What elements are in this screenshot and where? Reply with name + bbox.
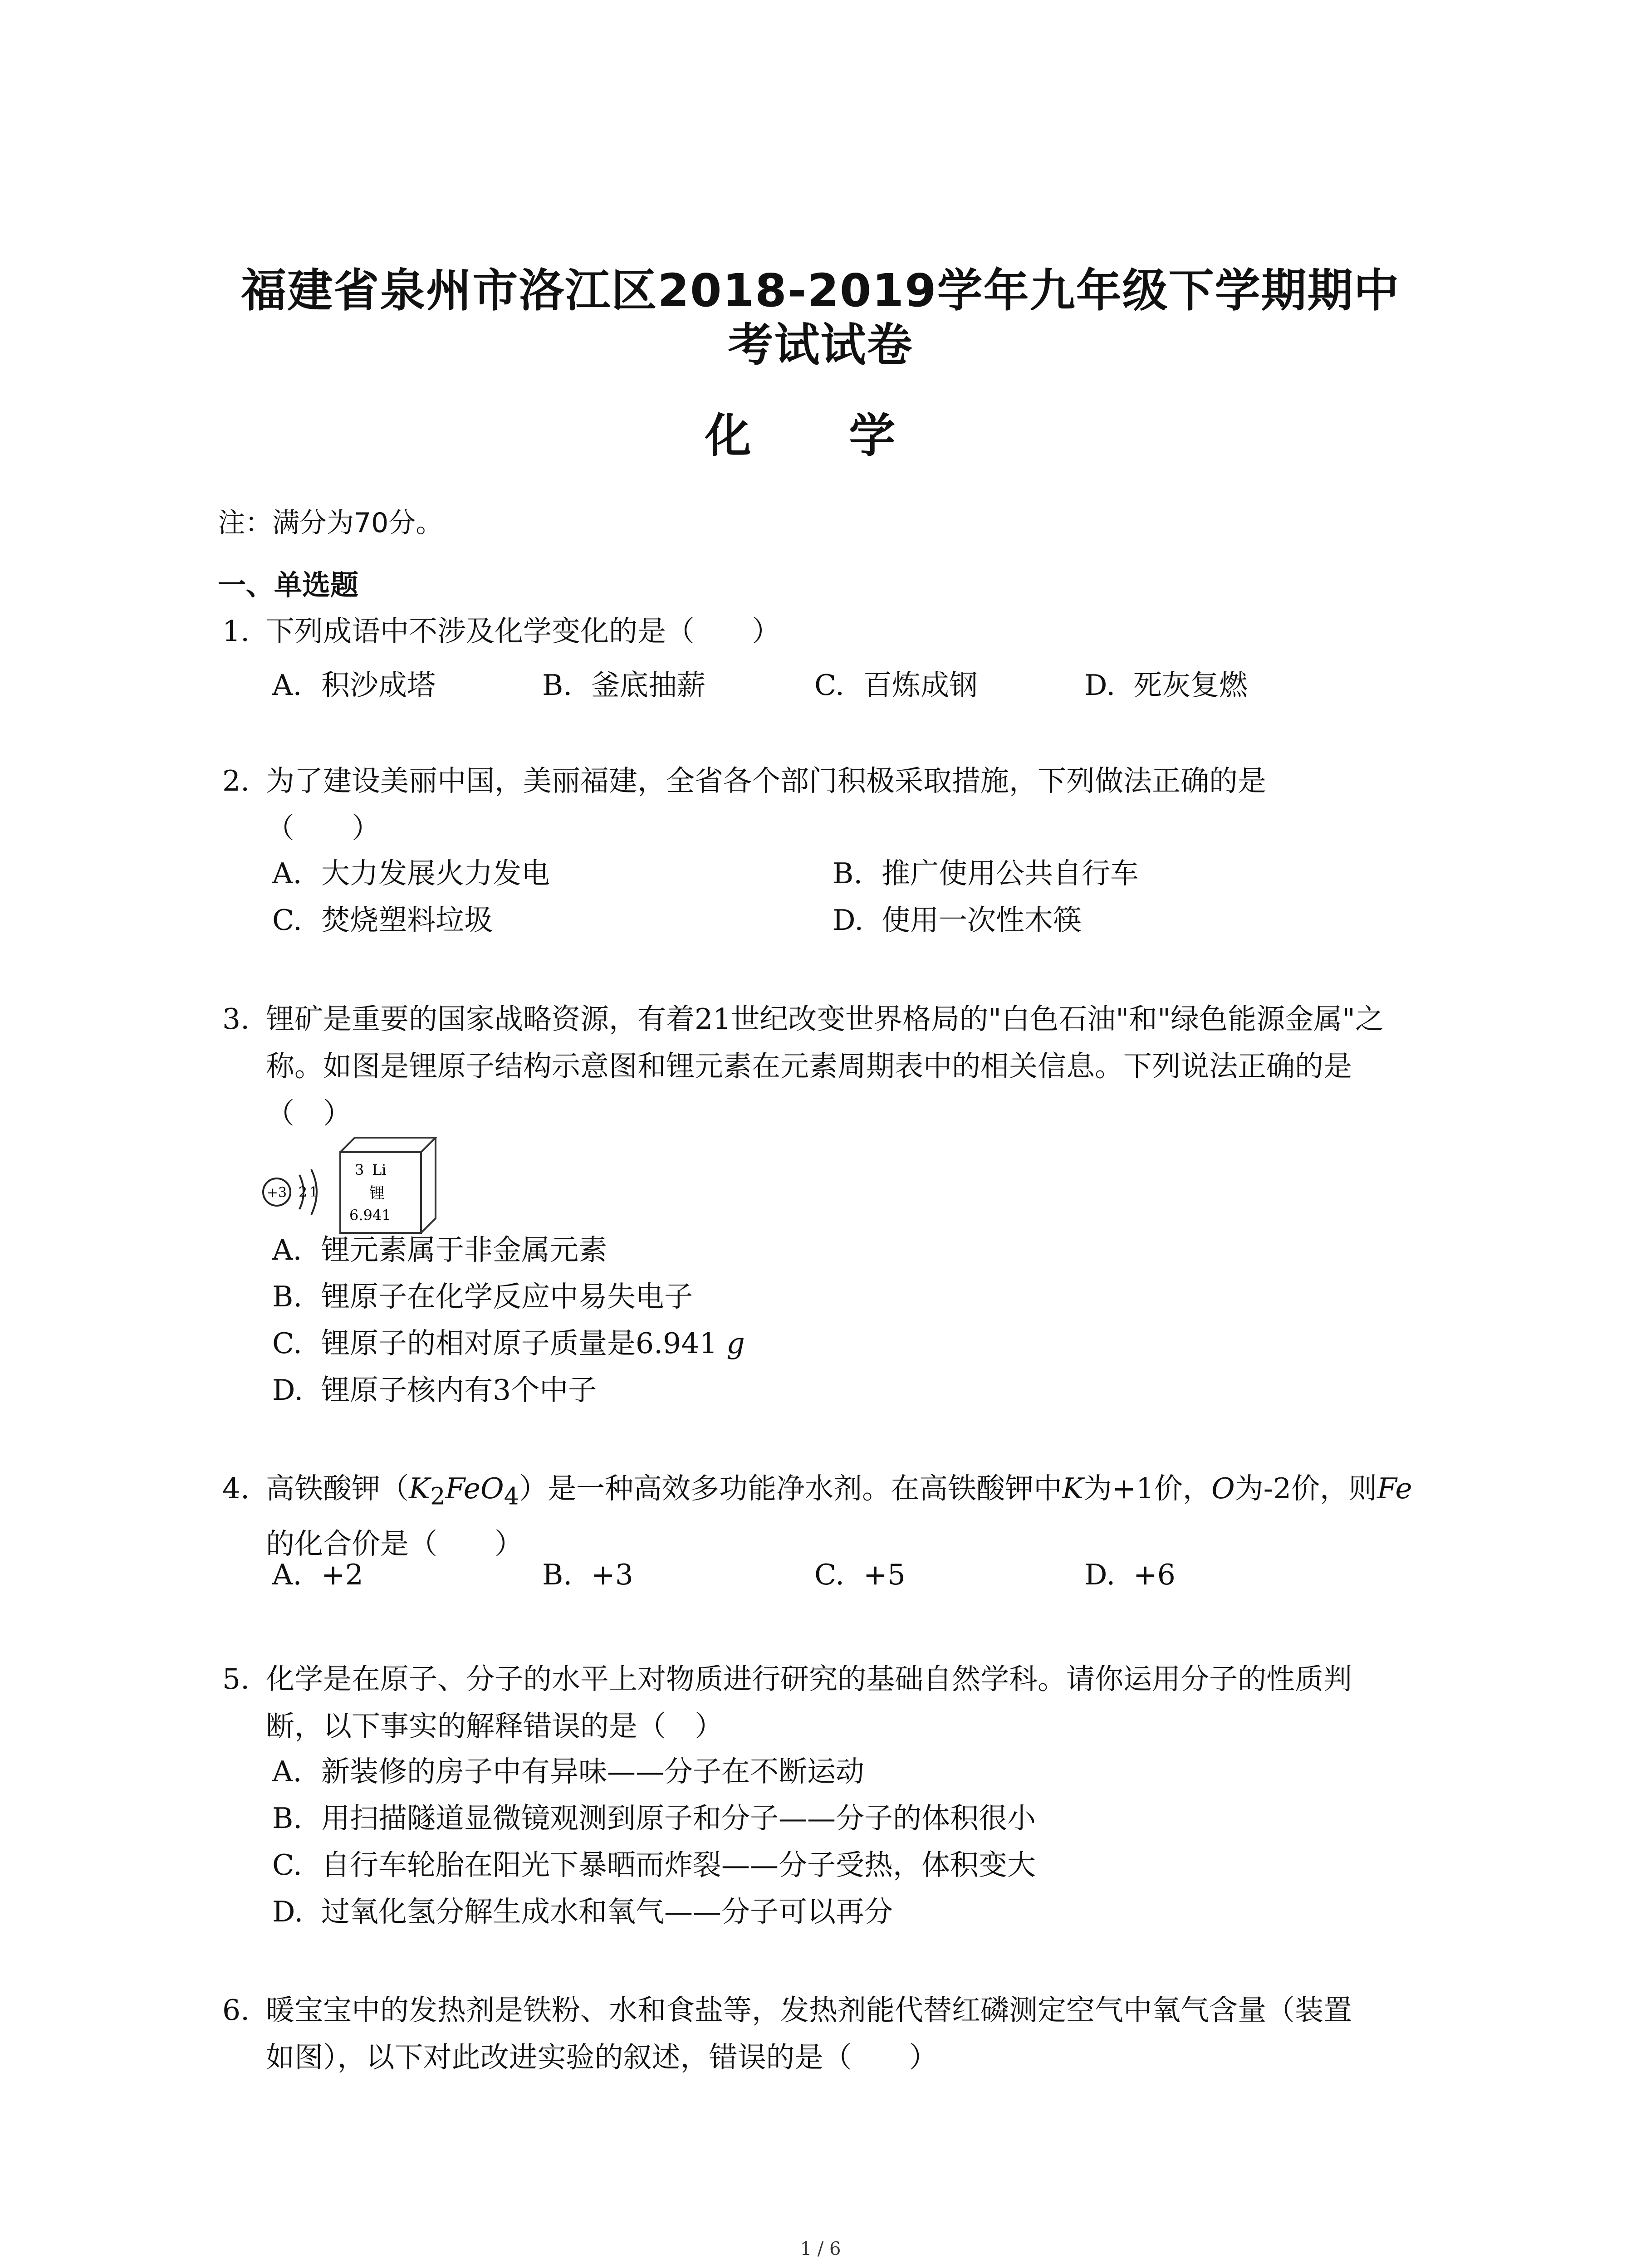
option-d bbox=[833, 897, 1082, 938]
formula-sub-4: 4 bbox=[504, 1482, 519, 1510]
option-text: 自行车轮胎在阳光下暴晒而炸裂——分子受热，体积变大 bbox=[321, 1848, 1036, 1882]
question-number: 1. bbox=[222, 615, 250, 648]
mass-unit: g bbox=[726, 1327, 745, 1360]
option-label: D. bbox=[1084, 1558, 1116, 1591]
question-6 bbox=[222, 1987, 1352, 2081]
option-label: A. bbox=[272, 669, 302, 702]
periodic-cell bbox=[340, 1138, 436, 1233]
option-b bbox=[272, 1795, 1036, 1837]
lithium-figure bbox=[254, 1129, 445, 1238]
page-title-line2: 考试试卷 bbox=[728, 318, 913, 371]
cell-side bbox=[421, 1138, 436, 1233]
element-number: 3 bbox=[355, 1161, 364, 1178]
question-text-line2: 的化合价是（ ） bbox=[266, 1527, 523, 1560]
score-note: 注：满分为70分。 bbox=[218, 507, 443, 539]
option-label: A. bbox=[272, 1755, 302, 1788]
element-name: 锂 bbox=[369, 1184, 385, 1202]
question-text: 化学是在原子、分子的水平上对物质进行研究的基础自然学科。请你运用分子的性质判 bbox=[266, 1662, 1352, 1696]
shell-1-electrons: 2 bbox=[299, 1184, 308, 1200]
q4-text-2: ）是一种高效多功能净水剂。在高铁酸钾中 bbox=[519, 1472, 1063, 1505]
option-label: B. bbox=[542, 1558, 573, 1591]
question-5 bbox=[222, 1656, 1352, 1750]
option-label: D. bbox=[272, 1895, 304, 1928]
option-text: 百炼成钢 bbox=[863, 669, 978, 702]
option-label: C. bbox=[272, 1848, 302, 1882]
option-c bbox=[272, 1320, 745, 1362]
option-label: D. bbox=[1084, 669, 1116, 702]
option-text: 推广使用公共自行车 bbox=[882, 857, 1139, 890]
option-label: A. bbox=[272, 1558, 302, 1591]
question-text-line2: 称。如图是锂原子结构示意图和锂元素在元素周期表中的相关信息。下列说法正确的是 bbox=[266, 1050, 1352, 1083]
question-number: 4. bbox=[222, 1472, 250, 1505]
option-a bbox=[272, 662, 436, 704]
option-text: 新装修的房子中有异味——分子在不断运动 bbox=[321, 1755, 864, 1788]
question-2 bbox=[222, 758, 1266, 852]
question-text-line2: （ ） bbox=[266, 811, 380, 845]
option-d bbox=[1084, 662, 1248, 704]
option-text: 积沙成塔 bbox=[321, 669, 436, 702]
option-b bbox=[272, 1274, 693, 1315]
question-text-line3: （ ） bbox=[266, 1097, 352, 1130]
option-text: 死灰复燃 bbox=[1133, 669, 1248, 702]
formula-sub-2: 2 bbox=[430, 1482, 446, 1510]
option-a bbox=[272, 850, 550, 892]
element-mass: 6.941 bbox=[349, 1207, 391, 1224]
option-label: A. bbox=[272, 1233, 302, 1266]
option-text: +3 bbox=[591, 1558, 633, 1591]
option-c bbox=[814, 1558, 906, 1591]
formula-k: K bbox=[409, 1472, 431, 1505]
page-number: 1 / 6 bbox=[800, 2239, 841, 2259]
option-d bbox=[272, 1889, 893, 1930]
option-d bbox=[1084, 1558, 1176, 1591]
option-text: 过氧化氢分解生成水和氧气——分子可以再分 bbox=[321, 1895, 893, 1928]
option-label: D. bbox=[833, 904, 864, 937]
option-text: 大力发展火力发电 bbox=[321, 857, 550, 890]
option-label: B. bbox=[833, 857, 863, 890]
formula-feo: FeO bbox=[445, 1472, 504, 1505]
option-label: D. bbox=[272, 1374, 304, 1407]
question-number: 6. bbox=[222, 1994, 250, 2027]
option-text: +6 bbox=[1133, 1558, 1176, 1591]
option-text: +5 bbox=[863, 1558, 906, 1591]
option-text: 釜底抽薪 bbox=[591, 669, 705, 702]
nucleus-charge: +3 bbox=[266, 1185, 287, 1201]
option-b bbox=[542, 1558, 633, 1591]
question-4 bbox=[222, 1465, 1412, 1568]
shell-2-electrons: 1 bbox=[309, 1184, 318, 1200]
question-text: 下列成语中不涉及化学变化的是（ ） bbox=[266, 615, 780, 648]
symbol-o: O bbox=[1211, 1472, 1235, 1505]
subject-title: 化 学 bbox=[705, 409, 936, 463]
option-label: B. bbox=[272, 1280, 303, 1313]
q4-text-1: 高铁酸钾（ bbox=[266, 1472, 409, 1505]
option-label: C. bbox=[814, 669, 844, 702]
question-number: 2. bbox=[222, 764, 250, 797]
option-a bbox=[272, 1227, 607, 1268]
question-text-line2: 如图），以下对此改进实验的叙述，错误的是（ ） bbox=[266, 2041, 938, 2074]
option-b bbox=[833, 850, 1139, 892]
option-text: 使用一次性木筷 bbox=[882, 904, 1082, 937]
page-title-line1: 福建省泉州市洛江区2018-2019学年九年级下学期期中 bbox=[241, 264, 1400, 317]
option-text: 用扫描隧道显微镜观测到原子和分子——分子的体积很小 bbox=[321, 1802, 1036, 1835]
q4-text-3: 为+1价， bbox=[1083, 1472, 1212, 1505]
option-text: 焚烧塑料垃圾 bbox=[321, 904, 493, 937]
option-label: B. bbox=[272, 1802, 303, 1835]
option-label: C. bbox=[272, 904, 302, 937]
option-d bbox=[272, 1367, 597, 1408]
option-text: 锂原子核内有3个中子 bbox=[321, 1374, 597, 1407]
question-number: 3. bbox=[222, 1002, 250, 1036]
option-c bbox=[272, 897, 493, 938]
option-label: C. bbox=[272, 1327, 302, 1360]
question-text: 暖宝宝中的发热剂是铁粉、水和食盐等，发热剂能代替红磷测定空气中氧气含量（装置 bbox=[266, 1994, 1352, 2027]
question-text: 为了建设美丽中国，美丽福建，全省各个部门积极采取措施，下列做法正确的是 bbox=[266, 764, 1266, 797]
question-text-line2: 断，以下事实的解释错误的是（ ） bbox=[266, 1710, 723, 1743]
option-label: C. bbox=[814, 1558, 844, 1591]
question-number: 5. bbox=[222, 1662, 250, 1696]
option-c bbox=[272, 1842, 1036, 1883]
option-label: B. bbox=[542, 669, 573, 702]
question-text: 锂矿是重要的国家战略资源，有着21世纪改变世界格局的"白色石油"和"绿色能源金属"之 bbox=[266, 1002, 1384, 1036]
option-text: 锂原子在化学反应中易失电子 bbox=[321, 1280, 693, 1313]
option-a bbox=[272, 1749, 864, 1790]
option-text: +2 bbox=[321, 1558, 363, 1591]
symbol-fe: Fe bbox=[1377, 1472, 1412, 1505]
option-label: A. bbox=[272, 857, 302, 890]
symbol-k: K bbox=[1062, 1472, 1084, 1505]
cell-top bbox=[340, 1138, 436, 1152]
element-symbol: Li bbox=[372, 1161, 387, 1178]
question-3 bbox=[222, 996, 1384, 1137]
option-b bbox=[542, 662, 705, 704]
option-c bbox=[814, 662, 978, 704]
section-title: 一、单选题 bbox=[218, 568, 359, 601]
option-text: 锂原子的相对原子质量是6.941 bbox=[321, 1327, 727, 1360]
option-a bbox=[272, 1558, 363, 1591]
option-text: 锂元素属于非金属元素 bbox=[321, 1233, 607, 1266]
question-1 bbox=[222, 608, 780, 655]
q4-text-4: 为-2价，则 bbox=[1234, 1472, 1377, 1505]
